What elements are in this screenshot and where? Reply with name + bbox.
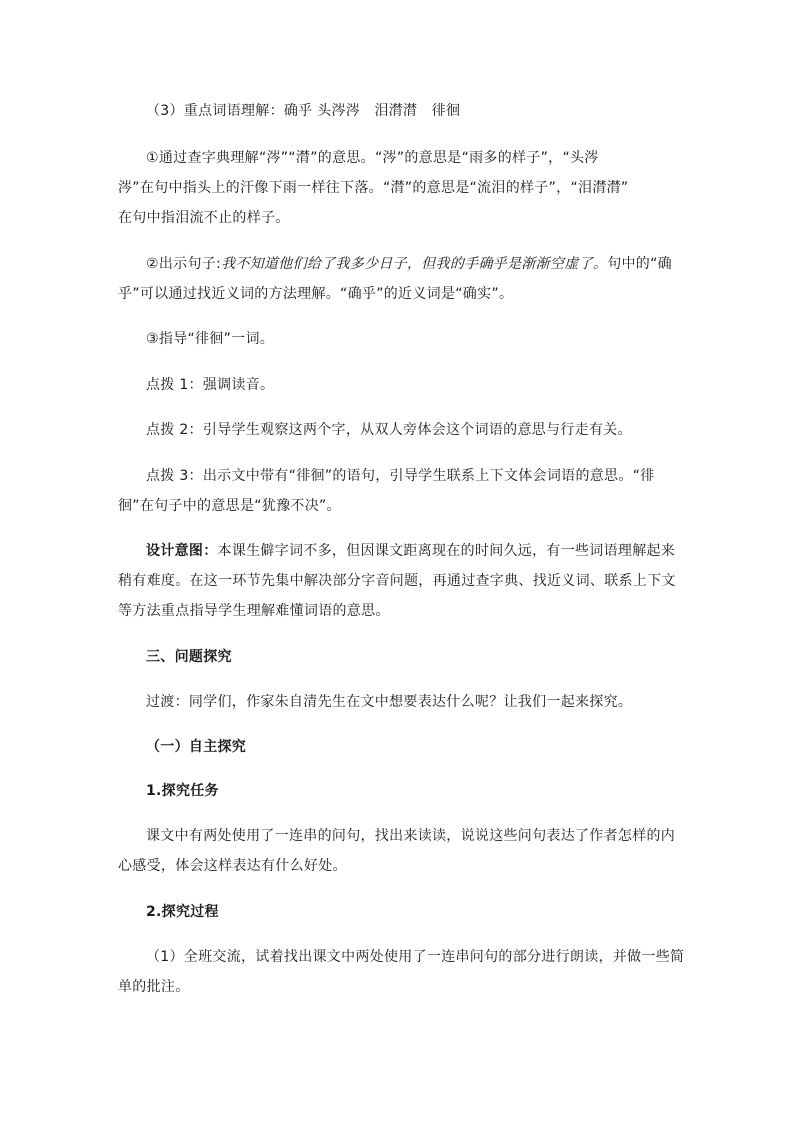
paragraph-line: 单的批注。 xyxy=(118,979,190,995)
paragraph-line: 徊”在句子中的意思是“犹豫不决”。 xyxy=(118,498,341,514)
paragraph-line: ①通过查字典理解“涔”“潸”的意思。“涔”的意思是“雨多的样子”，“头涔 xyxy=(146,150,599,166)
subsection-heading: 2.探究过程 xyxy=(146,904,219,920)
quoted-sentence: 我不知道他们给了我多少日子，但我的手确乎是渐渐空虚了。 xyxy=(221,256,608,272)
sentence-intro: ②出示句子: xyxy=(146,256,222,272)
paragraph-line: 乎”可以通过找近义词的方法理解。“确乎”的近义词是“确实”。 xyxy=(118,286,514,302)
paragraph-line xyxy=(146,254,672,274)
paragraph-line xyxy=(146,541,676,561)
paragraph-line: 课文中有两处使用了一连串的问句，找出来读读，说说这些问句表达了作者怎样的内 xyxy=(146,828,676,844)
design-intent-text: 本课生僻字词不多，但因课文距离现在的时间久远，有一些词语理解起来 xyxy=(217,543,676,559)
design-intent-label: 设计意图： xyxy=(146,543,218,559)
paragraph-line: 点拨 2：引导学生观察这两个字，从双人旁体会这个词语的意思与行走有关。 xyxy=(146,422,632,438)
paragraph-line: 心感受，体会这样表达有什么好处。 xyxy=(118,858,347,874)
paragraph-line: 在句中指泪流不止的样子。 xyxy=(118,210,290,226)
paragraph-line: ③指导“徘徊”一词。 xyxy=(146,331,275,347)
paragraph-line: 稍有难度。在这一环节先集中解决部分字音问题，再通过查字典、找近义词、联系上下文 xyxy=(118,573,676,589)
paragraph-line: 过渡：同学们，作家朱自清先生在文中想要表达什么呢？让我们一起来探究。 xyxy=(146,694,633,710)
item-3-key-words: （3）重点词语理解：确乎 头涔涔 泪潸潸 徘徊 xyxy=(146,103,461,119)
paragraph-line: 点拨 3：出示文中带有“徘徊”的语句，引导学生联系上下文体会词语的意思。“徘 xyxy=(146,468,655,484)
paragraph-line: 涔”在句中指头上的汗像下雨一样往下落。“潸”的意思是“流泪的样子”，“泪潸潸” xyxy=(118,180,629,196)
section-heading: 三、问题探究 xyxy=(146,649,232,665)
paragraph-line: （1）全班交流，试着找出课文中两处使用了一连串问句的部分进行朗读，并做一些简 xyxy=(146,949,685,965)
paragraph-line: 点拨 1：强调读音。 xyxy=(146,377,275,393)
paragraph-line: 等方法重点指导学生理解难懂词语的意思。 xyxy=(118,603,390,619)
subsection-heading: （一）自主探究 xyxy=(146,739,247,755)
sentence-tail: 句中的“确 xyxy=(607,256,672,272)
subsection-heading: 1.探究任务 xyxy=(146,783,219,799)
